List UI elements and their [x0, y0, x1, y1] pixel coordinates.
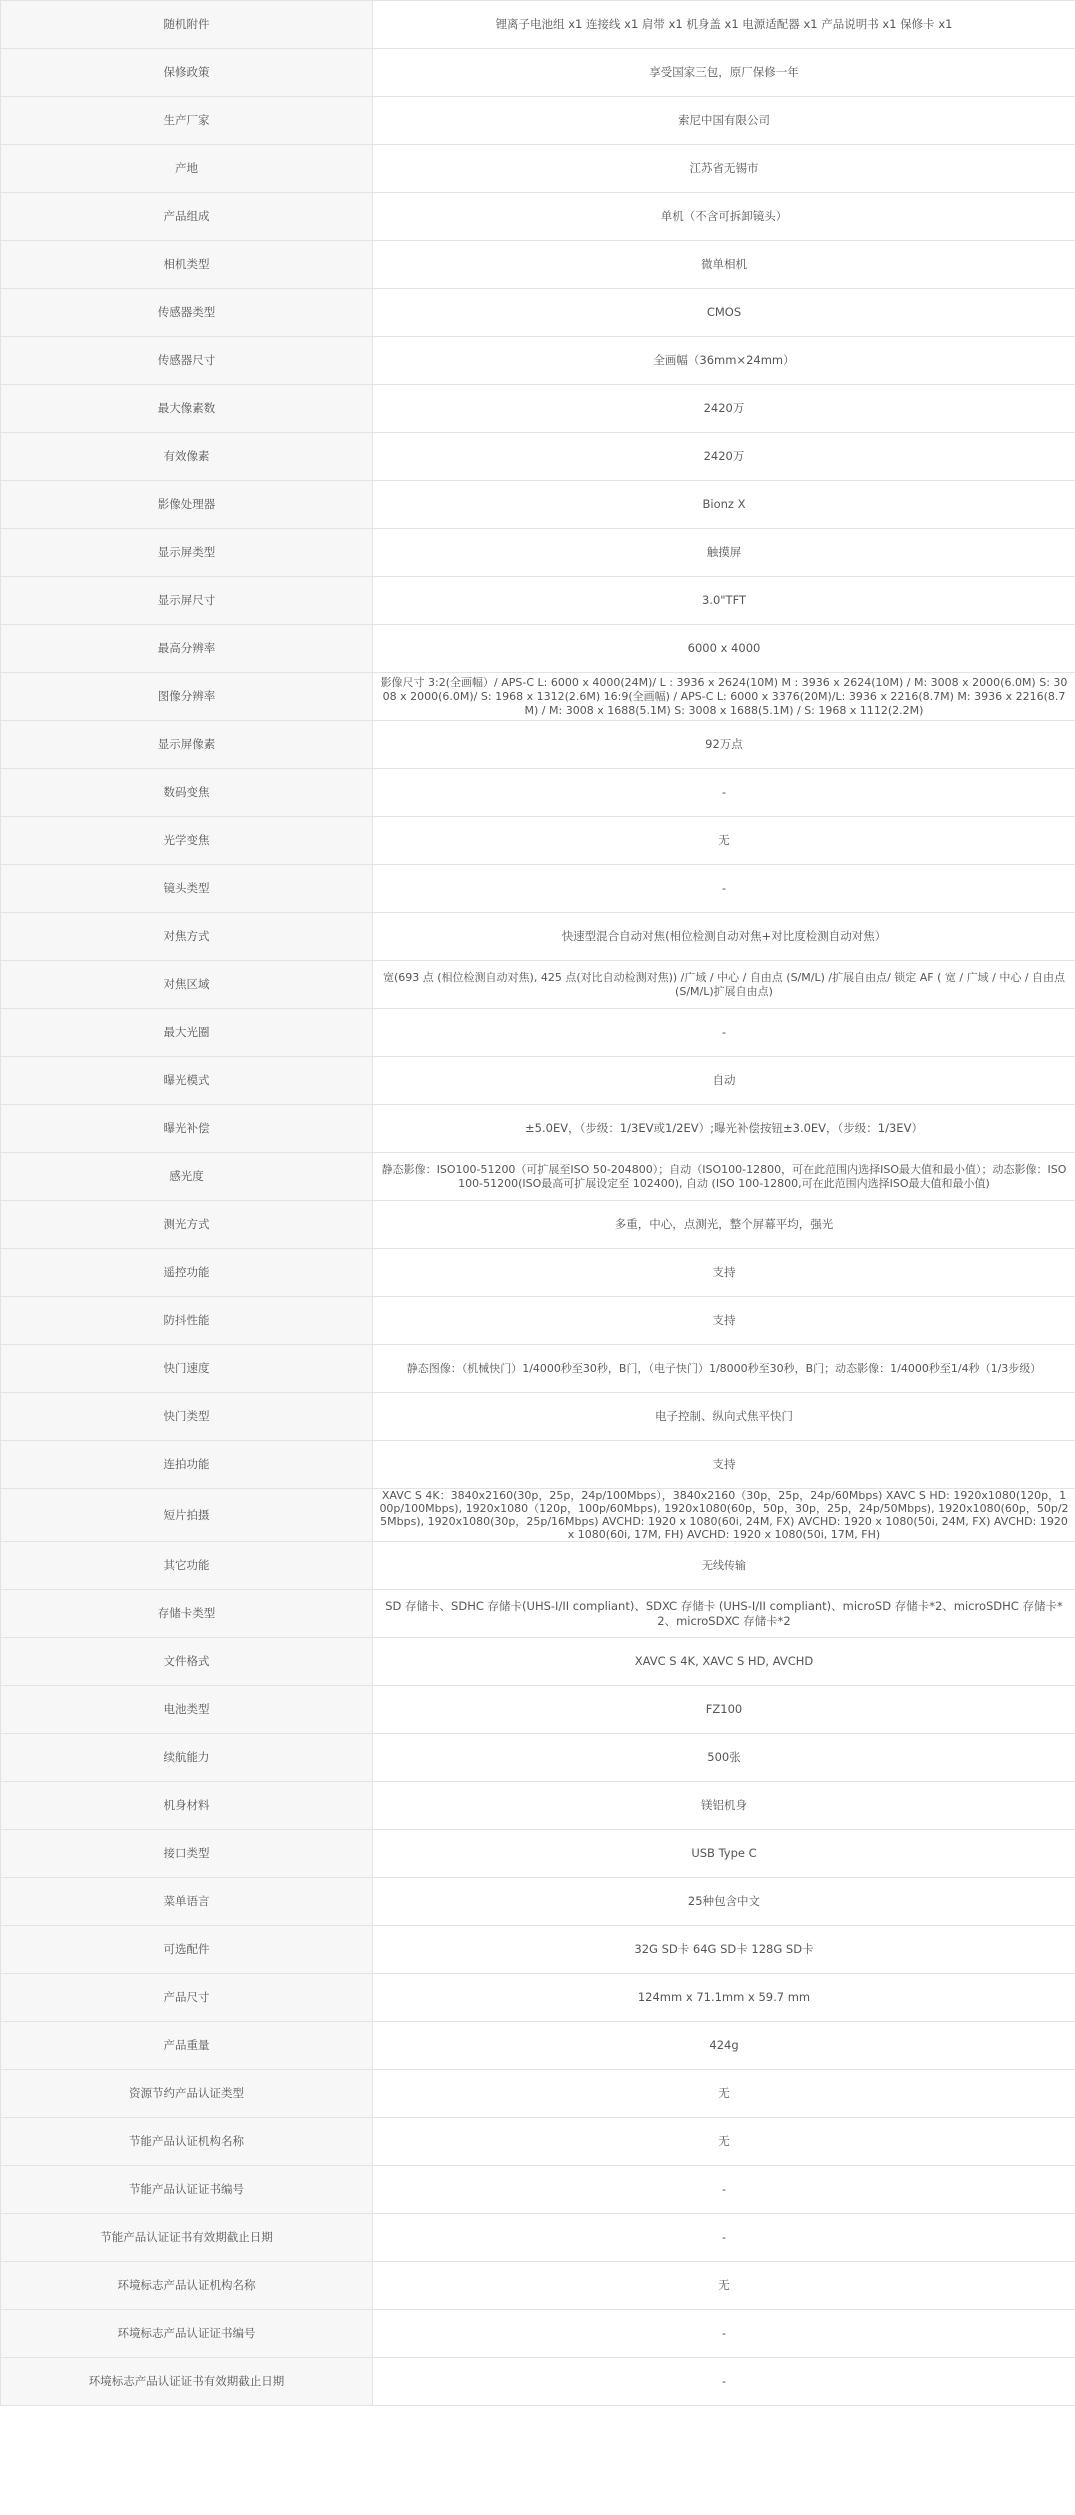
spec-label: 显示屏尺寸: [1, 577, 373, 625]
spec-label: 环境标志产品认证证书有效期截止日期: [1, 2358, 373, 2406]
spec-value: FZ100: [373, 1686, 1075, 1734]
spec-value: 全画幅（36mm×24mm）: [373, 337, 1075, 385]
spec-value: 500张: [373, 1734, 1075, 1782]
spec-label: 随机附件: [1, 1, 373, 49]
spec-label: 连拍功能: [1, 1441, 373, 1489]
spec-label: 防抖性能: [1, 1297, 373, 1345]
spec-row: [1, 1345, 1075, 1393]
spec-value: -: [373, 2166, 1075, 2214]
spec-value: 单机（不含可拆卸镜头）: [373, 193, 1075, 241]
spec-value: 多重，中心，点测光，整个屏幕平均，强光: [373, 1201, 1075, 1249]
spec-row: [1, 1441, 1075, 1489]
spec-label: 节能产品认证证书编号: [1, 2166, 373, 2214]
spec-value: 32G SD卡 64G SD卡 128G SD卡: [373, 1926, 1075, 1974]
spec-row: [1, 865, 1075, 913]
spec-value: 镁铝机身: [373, 1782, 1075, 1830]
spec-label: 最大光圈: [1, 1009, 373, 1057]
spec-row: [1, 721, 1075, 769]
spec-label: 其它功能: [1, 1542, 373, 1590]
spec-row: [1, 769, 1075, 817]
spec-value: XAVC S 4K：3840x2160(30p，25p，24p/100Mbps），3840x2160（30p，25p，24p/60Mbps) XAVC S HD: 1920x1080(120p，100p/100Mbps), 1920x1080（120p，100p/60Mbps), 1920x1080(60p，50p，30p，25p，24p/50Mbps), 1920x1080(60p，50p/25Mbps), 1920x1080(30p，25p/16Mbps) AVCHD: 1920 x 1080(60i, 24M, FX) AVCHD: 1920 x 1080(50i, 24M, FX) AVCHD: 1920 x 1080(60i, 17M, FH) AVCHD: 1920 x 1080(50i, 17M, FH): [373, 1489, 1075, 1542]
spec-label: 最高分辨率: [1, 625, 373, 673]
spec-label: 遥控功能: [1, 1249, 373, 1297]
spec-label: 可选配件: [1, 1926, 373, 1974]
spec-row: [1, 1105, 1075, 1153]
spec-label: 机身材料: [1, 1782, 373, 1830]
spec-row: [1, 2214, 1075, 2262]
spec-value: 无: [373, 817, 1075, 865]
spec-row: [1, 2310, 1075, 2358]
spec-value: 无: [373, 2118, 1075, 2166]
spec-label: 图像分辨率: [1, 673, 373, 721]
spec-label: 有效像素: [1, 433, 373, 481]
spec-row: [1, 2166, 1075, 2214]
spec-value: 424g: [373, 2022, 1075, 2070]
spec-row: [1, 577, 1075, 625]
spec-row: [1, 1830, 1075, 1878]
spec-label: 数码变焦: [1, 769, 373, 817]
spec-value: 自动: [373, 1057, 1075, 1105]
spec-label: 续航能力: [1, 1734, 373, 1782]
spec-label: 显示屏类型: [1, 529, 373, 577]
spec-row: [1, 241, 1075, 289]
spec-label: 环境标志产品认证证书编号: [1, 2310, 373, 2358]
spec-row: [1, 2262, 1075, 2310]
spec-value: -: [373, 2358, 1075, 2406]
spec-label: 最大像素数: [1, 385, 373, 433]
spec-value: 锂离子电池组 x1 连接线 x1 肩带 x1 机身盖 x1 电源适配器 x1 产品说明书 x1 保修卡 x1: [373, 1, 1075, 49]
spec-row: [1, 1, 1075, 49]
spec-value: -: [373, 769, 1075, 817]
spec-label: 保修政策: [1, 49, 373, 97]
spec-label: 快门类型: [1, 1393, 373, 1441]
spec-label: 快门速度: [1, 1345, 373, 1393]
spec-row: [1, 1057, 1075, 1105]
spec-row: [1, 145, 1075, 193]
spec-value: 3.0"TFT: [373, 577, 1075, 625]
spec-value: -: [373, 2310, 1075, 2358]
spec-value: 无: [373, 2262, 1075, 2310]
spec-label: 文件格式: [1, 1638, 373, 1686]
spec-label: 资源节约产品认证类型: [1, 2070, 373, 2118]
spec-label: 显示屏像素: [1, 721, 373, 769]
spec-row: [1, 337, 1075, 385]
spec-row: [1, 1542, 1075, 1590]
spec-value: CMOS: [373, 289, 1075, 337]
spec-row: [1, 913, 1075, 961]
spec-value: 触摸屏: [373, 529, 1075, 577]
spec-value: -: [373, 1009, 1075, 1057]
spec-label: 电池类型: [1, 1686, 373, 1734]
spec-value: 享受国家三包，原厂保修一年: [373, 49, 1075, 97]
spec-row: [1, 1686, 1075, 1734]
spec-value: 2420万: [373, 433, 1075, 481]
spec-label: 产品组成: [1, 193, 373, 241]
spec-label: 产地: [1, 145, 373, 193]
spec-label: 传感器类型: [1, 289, 373, 337]
spec-row: [1, 1974, 1075, 2022]
spec-label: 对焦方式: [1, 913, 373, 961]
spec-label: 相机类型: [1, 241, 373, 289]
spec-label: 影像处理器: [1, 481, 373, 529]
spec-row: [1, 1009, 1075, 1057]
spec-value: 2420万: [373, 385, 1075, 433]
spec-value: 静态影像：ISO100-51200（可扩展至ISO 50-204800）；自动（ISO100-12800，可在此范围内选择ISO最大值和最小值）；动态影像：ISO100-51200(ISO最高可扩展设定至 102400), 自动 (ISO 100-12800,可在此范围内选择ISO最大值和最小值): [373, 1153, 1075, 1201]
spec-row: [1, 49, 1075, 97]
spec-row: [1, 433, 1075, 481]
spec-value: 支持: [373, 1297, 1075, 1345]
spec-label: 测光方式: [1, 1201, 373, 1249]
spec-label: 生产厂家: [1, 97, 373, 145]
spec-row: [1, 2022, 1075, 2070]
spec-label: 产品重量: [1, 2022, 373, 2070]
spec-row: [1, 1489, 1075, 1542]
spec-row: [1, 1878, 1075, 1926]
spec-value: Bionz X: [373, 481, 1075, 529]
spec-row: [1, 193, 1075, 241]
spec-row: [1, 1297, 1075, 1345]
spec-value: 支持: [373, 1441, 1075, 1489]
spec-row: [1, 625, 1075, 673]
spec-row: [1, 481, 1075, 529]
spec-row: [1, 1638, 1075, 1686]
spec-label: 曝光模式: [1, 1057, 373, 1105]
spec-value: 124mm x 71.1mm x 59.7 mm: [373, 1974, 1075, 2022]
spec-value: -: [373, 2214, 1075, 2262]
spec-row: [1, 385, 1075, 433]
spec-row: [1, 1734, 1075, 1782]
spec-label: 菜单语言: [1, 1878, 373, 1926]
spec-label: 环境标志产品认证机构名称: [1, 2262, 373, 2310]
spec-label: 传感器尺寸: [1, 337, 373, 385]
spec-row: [1, 97, 1075, 145]
spec-row: [1, 1153, 1075, 1201]
spec-value: USB Type C: [373, 1830, 1075, 1878]
spec-label: 产品尺寸: [1, 1974, 373, 2022]
spec-row: [1, 289, 1075, 337]
spec-row: [1, 529, 1075, 577]
spec-row: [1, 1926, 1075, 1974]
spec-row: [1, 1393, 1075, 1441]
spec-row: [1, 1201, 1075, 1249]
spec-value: 支持: [373, 1249, 1075, 1297]
spec-label: 节能产品认证证书有效期截止日期: [1, 2214, 373, 2262]
spec-row: [1, 2070, 1075, 2118]
spec-row: [1, 1590, 1075, 1638]
spec-value: 江苏省无锡市: [373, 145, 1075, 193]
spec-label: 镜头类型: [1, 865, 373, 913]
spec-value: 静态图像：（机械快门）1/4000秒至30秒，B门，（电子快门）1/8000秒至30秒，B门；动态影像：1/4000秒至1/4秒（1/3步级）: [373, 1345, 1075, 1393]
spec-row: [1, 817, 1075, 865]
spec-label: 存储卡类型: [1, 1590, 373, 1638]
spec-value: XAVC S 4K, XAVC S HD, AVCHD: [373, 1638, 1075, 1686]
spec-value: ±5.0EV，（步级：1/3EV或1/2EV）;曝光补偿按钮±3.0EV，（步级：1/3EV）: [373, 1105, 1075, 1153]
spec-row: [1, 1782, 1075, 1830]
spec-value: 6000 x 4000: [373, 625, 1075, 673]
spec-value: -: [373, 865, 1075, 913]
spec-label: 节能产品认证机构名称: [1, 2118, 373, 2166]
spec-label: 接口类型: [1, 1830, 373, 1878]
spec-label: 曝光补偿: [1, 1105, 373, 1153]
spec-value: 无: [373, 2070, 1075, 2118]
spec-value: 快速型混合自动对焦(相位检测自动对焦+对比度检测自动对焦）: [373, 913, 1075, 961]
spec-row: [1, 673, 1075, 721]
spec-value: 影像尺寸 3:2(全画幅）/ APS-C L: 6000 x 4000(24M)/ L : 3936 x 2624(10M) M : 3936 x 2624(10M) / M: 3008 x 2000(6.0M) S: 3008 x 2000(6.0M)/ S: 1968 x 1312(2.6M) 16:9(全画幅) / APS-C L: 6000 x 3376(20M)/L: 3936 x 2216(8.7M) M: 3936 x 2216(8.7M) / M: 3008 x 1688(5.1M) S: 3008 x 1688(5.1M) / S: 1968 x 1112(2.2M): [373, 673, 1075, 721]
spec-value: 宽(693 点 (相位检测自动对焦), 425 点(对比自动检测对焦)) /广域 / 中心 / 自由点 (S/M/L) /扩展自由点/ 锁定 AF ( 宽 / 广域 / 中心 / 自由点 (S/M/L)扩展自由点): [373, 961, 1075, 1009]
spec-value: 微单相机: [373, 241, 1075, 289]
spec-label: 对焦区域: [1, 961, 373, 1009]
spec-row: [1, 1249, 1075, 1297]
spec-value: 电子控制、纵向式焦平快门: [373, 1393, 1075, 1441]
spec-row: [1, 2358, 1075, 2406]
spec-row: [1, 2118, 1075, 2166]
spec-label: 光学变焦: [1, 817, 373, 865]
spec-value: 25种包含中文: [373, 1878, 1075, 1926]
spec-table-body: [1, 1, 1075, 2406]
spec-value: SD 存储卡、SDHC 存储卡(UHS-I/II compliant)、SDXC 存储卡 (UHS-I/II compliant)、microSD 存储卡*2、microSDHC 存储卡*2、microSDXC 存储卡*2: [373, 1590, 1075, 1638]
spec-value: 索尼中国有限公司: [373, 97, 1075, 145]
spec-label: 短片拍摄: [1, 1489, 373, 1542]
spec-value: 92万点: [373, 721, 1075, 769]
spec-label: 感光度: [1, 1153, 373, 1201]
spec-row: [1, 961, 1075, 1009]
spec-value: 无线传输: [373, 1542, 1075, 1590]
